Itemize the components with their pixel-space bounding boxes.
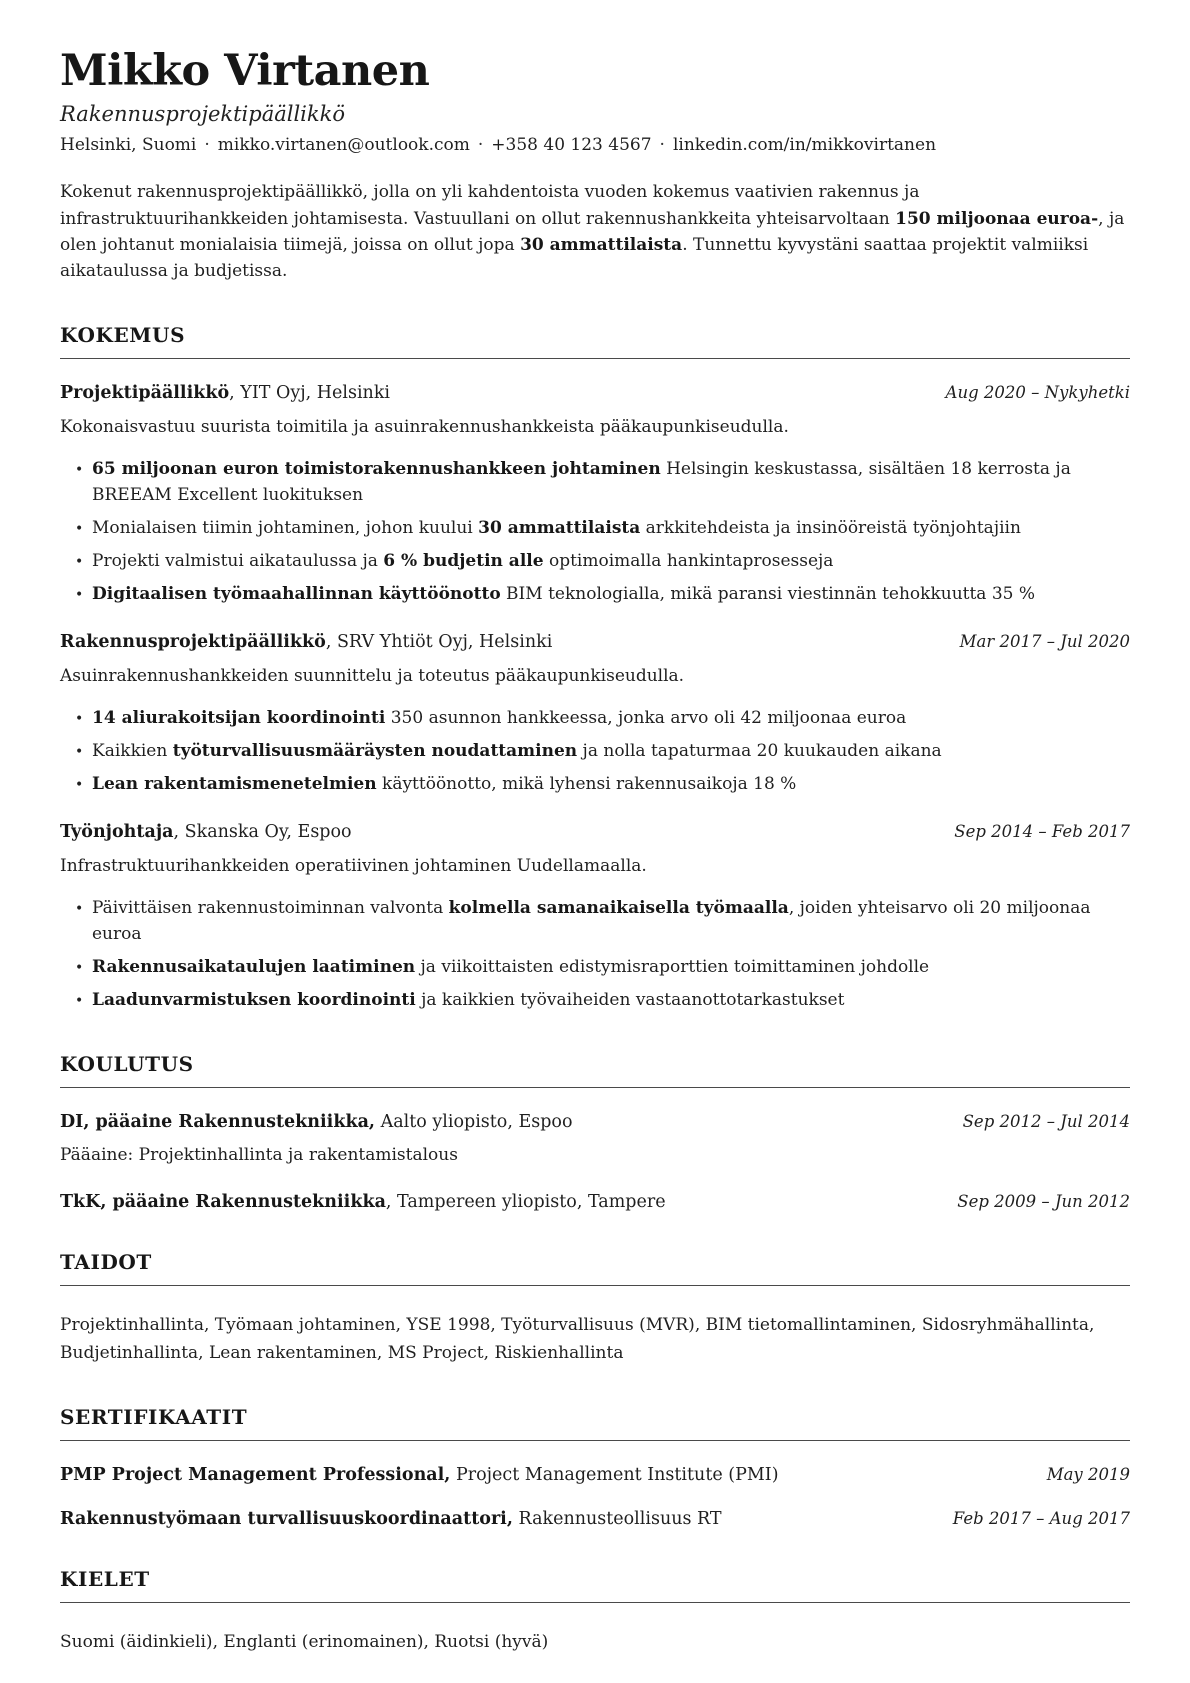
- contact-linkedin: linkedin.com/in/mikkovirtanen: [672, 135, 937, 156]
- job-description: Kokonaisvastuu suurista toimitila ja asuinrakennushankkeista pääkaupunkiseudulla.: [60, 416, 789, 437]
- bullet-dot: •: [75, 462, 84, 479]
- certification-dates: Feb 2017 – Aug 2017: [952, 1508, 1130, 1528]
- bullet-text: Päivittäisen rakennustoiminnan valvonta kolmella samanaikaisella työmaalla, joiden yhteisarvo oli 20 miljoonaa euroa: [92, 898, 1091, 945]
- certification-header: [60, 1465, 1130, 1485]
- job-header: [60, 383, 1130, 403]
- job-entry: [60, 822, 1130, 1014]
- job-dates: Mar 2017 – Jul 2020: [959, 631, 1130, 651]
- bullet-item: [75, 739, 1130, 765]
- job-title-line: Työnjohtaja, Skanska Oy, Espoo: [60, 822, 352, 843]
- bullet-dot: •: [75, 993, 84, 1010]
- contact-line: [60, 135, 1130, 155]
- bullet-dot: •: [75, 777, 84, 794]
- bullet-dot: •: [75, 901, 84, 918]
- job-bullet-list: [60, 457, 1130, 608]
- degree-dates: Sep 2009 – Jun 2012: [957, 1192, 1130, 1212]
- degree-dates: Sep 2012 – Jul 2014: [962, 1112, 1130, 1132]
- bullet-dot: •: [75, 553, 84, 570]
- degree-header: [60, 1192, 1130, 1212]
- contact-location: Helsinki, Suomi: [60, 135, 197, 156]
- section-heading-education: KOULUTUS: [60, 1052, 1130, 1088]
- bullet-item: [75, 457, 1130, 509]
- bullet-dot: •: [75, 960, 84, 977]
- bullet-text: Projekti valmistui aikataulussa ja 6 % budjetin alle optimoimalla hankintaprosesseja: [92, 550, 834, 571]
- bullet-item: [75, 955, 1130, 981]
- section-heading-skills: TAIDOT: [60, 1250, 1130, 1286]
- certification-title-line: Rakennustyömaan turvallisuuskoordinaattori, Rakennusteollisuus RT: [60, 1508, 722, 1529]
- job-title-line: Rakennusprojektipäällikkö, SRV Yhtiöt Oyj, Helsinki: [60, 631, 553, 652]
- degree-header: [60, 1112, 1130, 1132]
- degree-entry: [60, 1192, 1130, 1212]
- bullet-text: Rakennusaikataulujen laatiminen ja viikoittaisten edistymisraporttien toimittaminen johdolle: [92, 957, 930, 978]
- job-bullet-list: [60, 896, 1130, 1014]
- section-certifications: [60, 1405, 1130, 1529]
- job-dates: Aug 2020 – Nykyhetki: [945, 382, 1130, 402]
- section-languages: [60, 1567, 1130, 1656]
- certification-entry: [60, 1465, 1130, 1485]
- job-entry: [60, 383, 1130, 608]
- contact-email: mikko.virtanen@outlook.com: [217, 135, 470, 156]
- person-name: Mikko Virtanen: [60, 46, 430, 96]
- contact-phone: +358 40 123 4567: [491, 135, 652, 156]
- certification-entry: [60, 1509, 1130, 1529]
- section-experience: [60, 323, 1130, 1014]
- bullet-item: [75, 516, 1130, 542]
- contact-separator: ·: [477, 135, 484, 156]
- certification-title-line: PMP Project Management Professional, Project Management Institute (PMI): [60, 1464, 779, 1485]
- bullet-item: [75, 772, 1130, 798]
- job-header: [60, 822, 1130, 842]
- section-heading-certifications: SERTIFIKAATIT: [60, 1405, 1130, 1441]
- languages-paragraph: Suomi (äidinkieli), Englanti (erinomainen), Ruotsi (hyvä): [60, 1631, 549, 1652]
- bullet-item: [75, 706, 1130, 732]
- skills-paragraph: Projektinhallinta, Työmaan johtaminen, YSE 1998, Työturvallisuus (MVR), BIM tietomallintaminen, Sidosryhmähallinta, Budjetinhallinta, Lean rakentaminen, MS Project, Riskienhallinta: [60, 1315, 1095, 1363]
- bullet-dot: •: [75, 744, 84, 761]
- certification-dates: May 2019: [1046, 1464, 1130, 1484]
- job-dates: Sep 2014 – Feb 2017: [954, 822, 1130, 842]
- section-heading-experience: KOKEMUS: [60, 323, 1130, 359]
- bullet-dot: •: [75, 520, 84, 537]
- resume-header: [60, 48, 1130, 285]
- bullet-text: Lean rakentamismenetelmien käyttöönotto, mikä lyhensi rakennusaikoja 18 %: [92, 774, 797, 795]
- section-skills: [60, 1250, 1130, 1366]
- bullet-dot: •: [75, 711, 84, 728]
- job-description: Asuinrakennushankkeiden suunnittelu ja toteutus pääkaupunkiseudulla.: [60, 665, 685, 686]
- job-entry: [60, 632, 1130, 798]
- degree-entry: [60, 1112, 1130, 1168]
- bullet-item: [75, 549, 1130, 575]
- bullet-text: Digitaalisen työmaahallinnan käyttöönotto BIM teknologialla, mikä paransi viestinnän tehokkuutta 35 %: [92, 583, 1036, 604]
- degree-title-line: DI, pääaine Rakennustekniikka, Aalto yliopisto, Espoo: [60, 1112, 573, 1133]
- section-education: [60, 1052, 1130, 1212]
- bullet-text: Laadunvarmistuksen koordinointi ja kaikkien työvaiheiden vastaanottotarkastukset: [92, 990, 845, 1011]
- degree-note: Pääaine: Projektinhallinta ja rakentamistalous: [60, 1145, 458, 1166]
- job-bullet-list: [60, 706, 1130, 798]
- contact-separator: ·: [659, 135, 665, 156]
- job-header: [60, 632, 1130, 652]
- section-heading-languages: KIELET: [60, 1567, 1130, 1603]
- job-title-line: Projektipäällikkö, YIT Oyj, Helsinki: [60, 382, 391, 403]
- bullet-item: [75, 582, 1130, 608]
- person-job-title: Rakennusprojektipäällikkö: [60, 102, 345, 127]
- bullet-item: [75, 988, 1130, 1014]
- summary-paragraph: Kokenut rakennusprojektipäällikkö, jolla on yli kahdentoista vuoden kokemus vaativien rakennus ja infrastruktuurihankkeiden johtamisesta. Vastuullani on ollut rakennushankkeita yhteisarvoltaan 150 miljoonaa euroa-, ja olen johtanut monialaisia tiimejä, joissa on ollut jopa 30 ammattilaista. Tunnettu kyvystäni saattaa projektit valmiiksi aikataulussa ja budjetissa.: [60, 182, 1125, 282]
- certification-header: [60, 1509, 1130, 1529]
- degree-title-line: TkK, pääaine Rakennustekniikka, Tampereen yliopisto, Tampere: [60, 1192, 666, 1213]
- bullet-text: Kaikkien työturvallisuusmääräysten noudattaminen ja nolla tapaturmaa 20 kuukauden aikana: [92, 741, 942, 762]
- contact-separator: ·: [204, 135, 210, 156]
- bullet-text: 14 aliurakoitsijan koordinointi 350 asunnon hankkeessa, jonka arvo oli 42 miljoonaa euroa: [92, 708, 907, 729]
- bullet-text: Monialaisen tiimin johtaminen, johon kuului 30 ammattilaista arkkitehdeista ja insinööreistä työnjohtajiin: [92, 517, 1021, 538]
- bullet-text: 65 miljoonan euron toimistorakennushankkeen johtaminen Helsingin keskustassa, sisältäen 18 kerrosta ja BREEAM Excellent luokituksen: [92, 459, 1071, 505]
- bullet-dot: •: [75, 586, 84, 603]
- job-description: Infrastruktuurihankkeiden operatiivinen johtaminen Uudellamaalla.: [60, 856, 647, 877]
- bullet-item: [75, 896, 1130, 948]
